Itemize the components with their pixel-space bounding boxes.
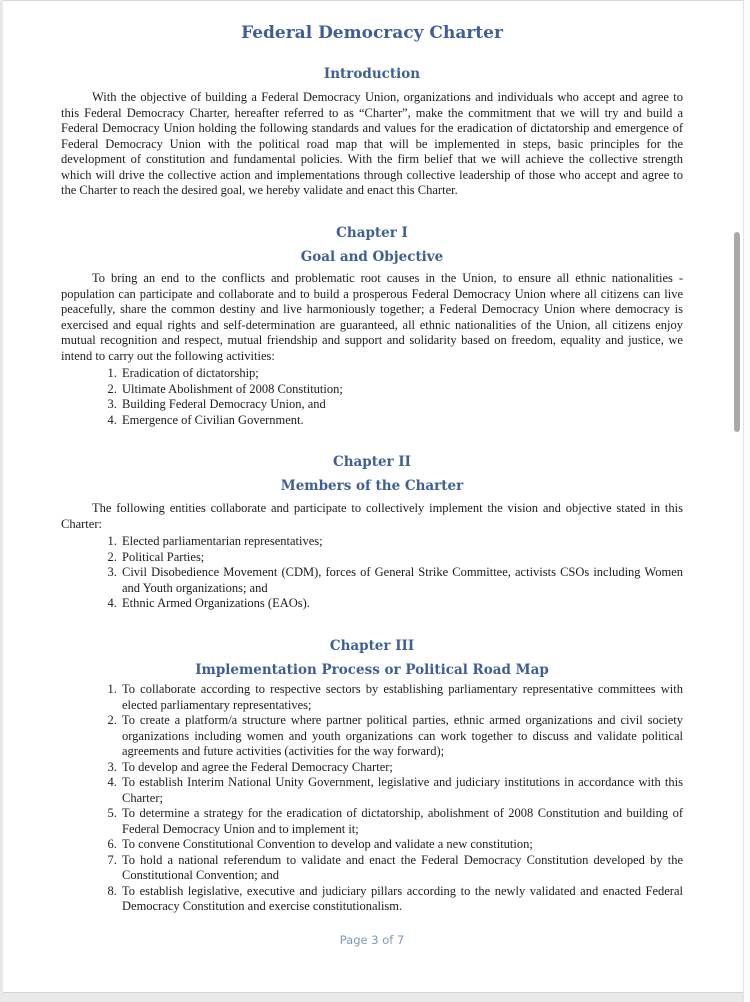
list-item: 3. Civil Disobedience Movement (CDM), forces of General Strike Committee, activists CSOs including Women and Youth organizations; and bbox=[120, 565, 683, 596]
section-introduction bbox=[61, 66, 683, 198]
scrollbar-thumb[interactable] bbox=[734, 232, 740, 432]
list-item: 5. To determine a strategy for the eradication of dictatorship, abolishment of 2008 Constitution and building of Federal Democracy Union and to implement it; bbox=[120, 806, 683, 837]
chapter-3-list bbox=[61, 682, 683, 915]
chapter-2-list bbox=[61, 534, 683, 612]
list-item: 1. Elected parliamentarian representatives; bbox=[120, 534, 683, 550]
list-item: 4. Emergence of Civilian Government. bbox=[120, 413, 683, 429]
viewer-bottom-gutter bbox=[0, 993, 750, 1002]
section-chapter-1 bbox=[61, 225, 683, 429]
chapter-1-subheading: Goal and Objective bbox=[300, 248, 444, 265]
list-item: 3. Building Federal Democracy Union, and bbox=[120, 397, 683, 413]
list-item: 8. To establish legislative, executive and judiciary pillars according to the newly validated and enacted Federal Democracy Constitution and exercise constitutionalism. bbox=[120, 884, 683, 915]
list-item: 4. To establish Interim National Unity Government, legislative and judiciary institutions in accordance with this Charter; bbox=[120, 775, 683, 806]
list-item: 3. To develop and agree the Federal Democracy Charter; bbox=[120, 760, 683, 776]
chapter-1-heading: Chapter I bbox=[336, 224, 408, 241]
document-page bbox=[3, 0, 743, 993]
chapter-3-heading: Chapter III bbox=[329, 637, 415, 654]
list-item: 6. To convene Constitutional Convention to develop and validate a new constitution; bbox=[120, 837, 683, 853]
list-item: 2. To create a platform/a structure where partner political parties, ethnic armed organizations and civil society organizations including women and youth organizations can work together to discuss and validate political agreements and future activities (activities for the way forward); bbox=[120, 713, 683, 760]
chapter-2-subheading: Members of the Charter bbox=[280, 478, 464, 495]
page-number: Page 3 of 7 bbox=[339, 932, 405, 947]
section-heading-introduction: Introduction bbox=[323, 66, 421, 83]
chapter-2-paragraph: The following entities collaborate and participate to collectively implement the vision and objective stated in this Charter: bbox=[61, 501, 683, 531]
section-chapter-2 bbox=[61, 454, 683, 611]
scrollbar-track[interactable] bbox=[743, 0, 750, 1002]
introduction-paragraph: With the objective of building a Federal Democracy Union, organizations and individuals who accept and agree to this Federal Democracy Charter, hereafter referred to as “Charter”, make the commitment that we will try and build a Federal Democracy Union holding the following standards and values for the eradication of dictatorship and emergence of Federal Democracy Union with the political road map that will be implemented in steps, basic principles for the development of constitution and fundamental policies. With the firm belief that we will achieve the collective strength which will drive the collective action and implementations through collective leadership of those who accept and agree to the Charter to reach the desired goal, we hereby validate and enact this Charter. bbox=[61, 90, 683, 198]
chapter-3-subheading: Implementation Process or Political Road Map bbox=[195, 661, 549, 678]
list-item: 2. Political Parties; bbox=[120, 550, 683, 566]
chapter-1-paragraph: To bring an end to the conflicts and problematic root causes in the Union, to ensure all ethnic nationalities - population can participate and collaborate and to build a prosperous Federal Democracy Union where all citizens can live peacefully, share the common destiny and live harmoniously together; a Federal Democracy Union where democracy is exercised and equal rights and self-determination are guaranteed, all ethnic nationalities of the Union, all citizens enjoy mutual recognition and respect, mutual friendship and support and solidarity based on freedom, equality and justice, we intend to carry out the following activities: bbox=[61, 271, 683, 363]
list-item: 4. Ethnic Armed Organizations (EAOs). bbox=[120, 596, 683, 612]
list-item: 2. Ultimate Abolishment of 2008 Constitution; bbox=[120, 382, 683, 398]
list-item: 7. To hold a national referendum to validate and enact the Federal Democracy Constitution developed by the Constitutional Convention; and bbox=[120, 853, 683, 884]
chapter-1-list bbox=[61, 366, 683, 428]
section-chapter-3 bbox=[61, 638, 683, 915]
page-title: Federal Democracy Charter bbox=[241, 23, 503, 43]
list-item: 1. Eradication of dictatorship; bbox=[120, 366, 683, 382]
list-item: 1. To collaborate according to respective sectors by establishing parliamentary representative committees with elected parliamentary representatives; bbox=[120, 682, 683, 713]
chapter-2-heading: Chapter II bbox=[332, 454, 411, 471]
